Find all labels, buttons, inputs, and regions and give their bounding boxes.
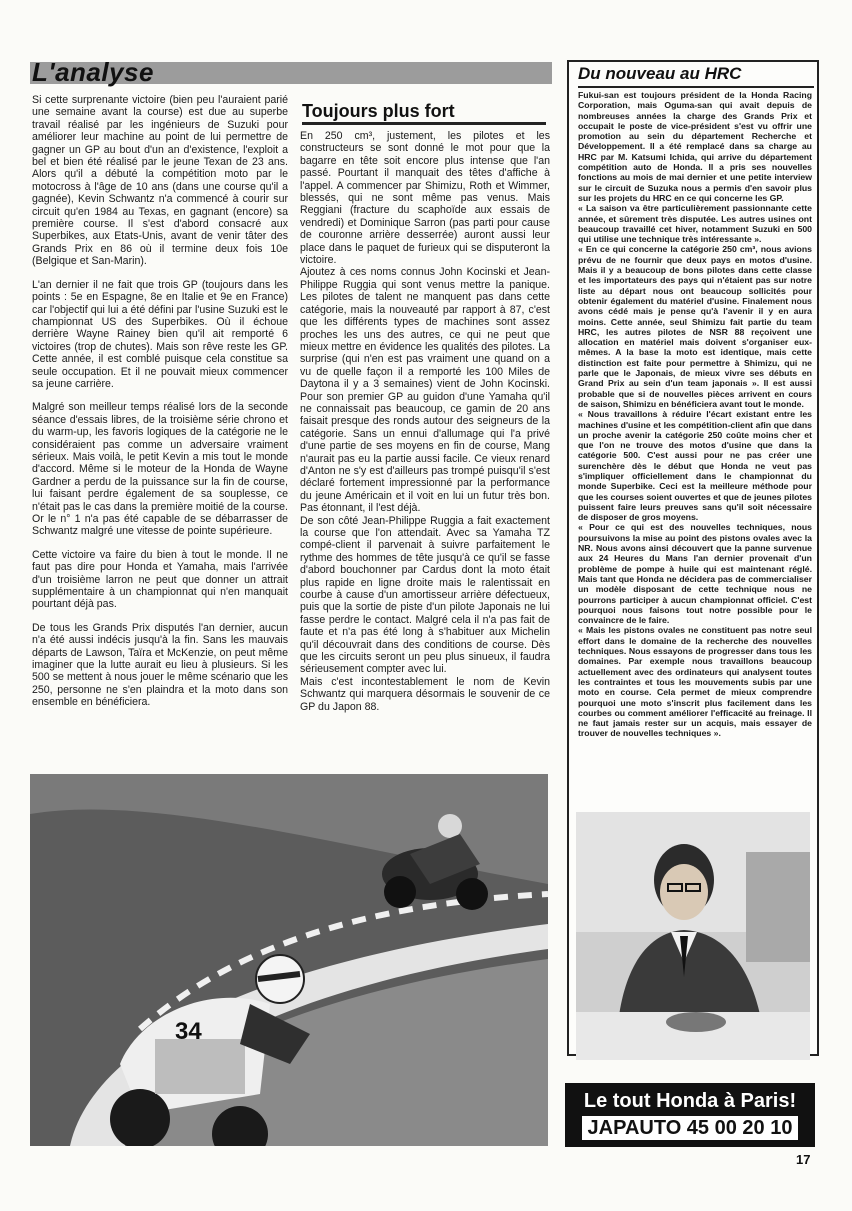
paragraph: L'an dernier il ne fait que trois GP (toujours dans les points : 5e en Espagne, 8e en Italie et 9e en France) car l'objectif qui lui a été défini par l'usine Suzuki est le championnat US des Superbikes. Où il échoue derrière Wayne Rainey bien qu'il ait remporté 6 victoires (trop de chutes). Mais son rêve reste les GP. Cette année, il est comblé puisque cela constitue sa seule occupation. Et il ne pouvait mieux commencer sa jeune carrière.	[32, 278, 288, 390]
sidebar-text	[578, 90, 812, 739]
section-title-fort: Toujours plus fort	[302, 101, 455, 121]
sidebar-title: Du nouveau au HRC	[578, 64, 742, 83]
sidebar-paragraph: Fukui-san est toujours président de la Honda Racing Corporation, mais Oguma-san qui avait depuis de nombreuses années la charge des Grands Prix et occupait le poste de vice-président s'est vu offrir une promotion au sein du département Recherche et Développement. Il a été remplacé dans sa charge au HRC par M. Katsumi Ichida, qui arrive du département compétition auto de Honda. Il a pris ses nouvelles fonctions au mois de mai dernier et une petite interview sur le circuit de Suzuka nous a permis d'en savoir plus sur les projets du HRC en ce qui concerne les GP.	[578, 90, 812, 203]
column-analyse	[32, 94, 288, 709]
advert-japauto	[565, 1083, 815, 1147]
sidebar-title-underline	[578, 86, 814, 88]
paragraph: Mais c'est incontestablement le nom de Kevin Schwantz qui marquera désormais le souvenir de ce GP du Japon 88.	[300, 675, 550, 713]
paragraph: En 250 cm³, justement, les pilotes et les constructeurs se sont donné le mot pour que la bagarre en tête soit encore plus intense que l'an passé. Pourtant il manquait des têtes d'affiche à l'appel. A commencer par Shimizu, Roth et Wimmer, blessés, qui ne sont même pas venus. Mais Reggiani (fracture du scaphoïde aux essais de vendredi) et Dominique Sarron (pas parti pour cause de couronne arrière desserrée) auront aussi leur place dans le paquet de furieux qui se disputeront la victoire.	[300, 130, 550, 267]
paragraph: Malgré son meilleur temps réalisé lors de la seconde séance d'essais libres, de la troisième série chrono et du warm-up, les favoris logiques de la catégorie ne le considéraient pas comme un adversaire vraiment sérieux. Mais voilà, le petit Kevin a mis tout le monde d'accord. Même si le moteur de la Honda de Wayne Gardner a perdu de la puissance sur la fin de course, lui faisant perdre également de sa souplesse, ce n'était pas le cas dans la première moitié de la course. Or le n° 1 n'a pas été capable de se débarrasser de Schwantz malgré une vitesse de pointe supérieure.	[32, 401, 288, 538]
page-number: 17	[796, 1152, 811, 1167]
sidebar-paragraph: « Pour ce qui est des nouvelles techniques, nous poursuivons la mise au point des pistons ovales avec la NR. Nous avons ainsi découvert que la panne survenue aux 24 Heures du Mans l'an dernier provenait d'un problème de pompe à huile qui est maintenant réglé. Mais tant que Honda ne décidera pas de commercialiser un modèle disposant de cette technique nous ne pourrons participer à aucun championnat officiel. C'est pourquoi nous faisons tout notre possible pour le convaincre de le faire.	[578, 522, 812, 626]
advert-headline: Le tout Honda à Paris!	[583, 1090, 797, 1112]
race-photo	[30, 774, 548, 1146]
section-title-analyse: L'analyse	[32, 57, 154, 87]
column-fort	[300, 130, 550, 713]
sidebar-paragraph: « En ce qui concerne la catégorie 250 cm³, nous avions prévu de ne fournir que deux pays en motos d'usine. Mais il y a beaucoup de bons pilotes dans cette classe et les importateurs des pays qui n'étaient pas sur notre liste au départ nous ont beaucoup sollicités pour obtenir également du matériel d'usine. Finalement nous avons cédé mais je pense qu'à l'avenir il y en aura moins. Cette année, seul Shimizu fait partie du team HRC, les autres pilotes de NSR 88 reçoivent une allocation en matériel mais doivent s'organiser eux-mêmes. A la base la moto est identique, mais cette distinction est faite pour permettre à Shimizu, qui ne parle que le Japonais, de mieux vivre ses débuts en Grand Prix au sein d'un team japonais ». Il est aussi probable que si de nouvelles pièces arrivent en cours de saison, Shimizu en bénéficiera avant tout le monde.	[578, 244, 812, 409]
sidebar-paragraph: « La saison va être particulièrement passionnante cette année, et sûrement très disputée. Les autres usines ont beaucoup travaillé cet hiver, notamment Suzuki en 500 qui utilise une technique très intéressante ».	[578, 203, 812, 245]
title-underline	[302, 122, 546, 125]
rider-number: 34	[175, 1018, 202, 1045]
portrait-photo	[576, 812, 810, 1060]
paragraph: Si cette surprenante victoire (bien peu l'auraient parié une semaine avant la course) est due au superbe travail réalisé par les ingénieurs de Suzuki pour améliorer leur machine au point de lui permettre de gagner un GP au bout d'un an d'existence, l'exploit a bel et bien été réalisé par le jeune Texan de 23 ans. Alors qu'il a débuté la compétition moto par le motocross à l'âge de 10 ans (dans une course qu'il a gagnée), Kevin Schwantz n'a commencé à courir sur circuit qu'en 1984 au Texas, en gagnant (encore) sa première course. Il s'est d'abord consacré aux Superbikes, aux Etats-Unis, avant de venir tâter des Grands Prix en 86 où il termine deux fois 10e (Belgique et San-Marin).	[32, 94, 288, 268]
sidebar-paragraph: « Nous travaillons à réduire l'écart existant entre les machines d'usine et les compétition-client afin que dans un proche avenir la catégorie 250 coûte moins cher et que l'on ne trouve des motos d'usine que dans la catégorie 500. C'est aussi pour ne pas créer une surenchère dès le début que Honda ne veut pas s'impliquer officiellement dans le championnat du monde Superbike. Ceci est la meilleure méthode pour que les courses soient ouvertes et que de jeunes pilotes puissent faire leurs preuves sans qu'il soit nécessaire de disposer de gros moyens.	[578, 409, 812, 523]
paragraph: De son côté Jean-Philippe Ruggia a fait exactement la course que l'on attendait. Avec sa Yamaha TZ compé-client il parvenait à suivre parfaitement le rythme des hommes de tête jusqu'à ce qu'il se fasse d'abord bouchonner par Cardus dont la moto était plus rapide en ligne droite mais le ralentissait en courbe à cause d'un amortisseur arrière défectueux, puis que la sortie de piste d'un pilote Japonais ne lui fasse perdre le contact. Malgré cela il n'a pas fait de faute et n'a pas été long à s'habituer aux Michelin qu'il découvrait dans des conditions de course. Dès que les circuits seront un peu plus sinueux, il faudra sérieusement compter avec lui.	[300, 514, 550, 676]
paragraph: De tous les Grands Prix disputés l'an dernier, aucun n'a été aussi indécis jusqu'à la fin. Sans les mauvais départs de Lawson, Taïra et McKenzie, on peut même imaginer que la lutte aurait eu lieu à plusieurs. Si les 500 se mettent à nous jouer le même scénario que les 250, personne ne s'en plaindra et la moto dans son ensemble en bénéficiera.	[32, 621, 288, 709]
paragraph: Ajoutez à ces noms connus John Kocinski et Jean-Philippe Ruggia qui sont venus mettre la panique. Les pilotes de talent ne manquent pas dans cette catégorie, mais la nouveauté par rapport à 87, c'est que les différents types de machines sont assez proches les uns des autres, ce qui ne peut que mieux mettre en évidence les qualités des pilotes. La surprise (qui n'en est pas vraiment une quand on a vu de quelle façon il a remporté les 100 Miles de Daytona il y a 3 semaines) vient de John Kocinski. Pour son premier GP au guidon d'une Yamaha qu'il ne connaissait pas beaucoup, ce gamin de 20 ans faisait presque des ronds autour des seigneurs de la catégorie. Sans un ennui d'allumage qui l'a privé d'une partie de ses moyens en fin de course, Mang n'aurait pas eu la partie aussi facile. Ce vieux renard d'Anton ne s'y est d'ailleurs pas trompé puisqu'il s'est déclaré fortement impressionné par la performance du jeune Américain et il voit en lui un futur très bon. Pas étonnant, il l'est déjà.	[300, 266, 550, 515]
advert-contact: JAPAUTO 45 00 20 10	[582, 1116, 799, 1140]
portrait-illustration	[576, 812, 810, 1060]
paragraph: Cette victoire va faire du bien à tout le monde. Il ne faut pas dire pour Honda et Yamaha, mais l'arrivée d'un troisième larron ne peut que donner un attrait supplémentaire à un championnat qui n'en manquait pourtant déjà pas.	[32, 548, 288, 611]
sidebar-paragraph: « Mais les pistons ovales ne constituent pas notre seul effort dans le domaine de la recherche des nouvelles techniques. Nous essayons de progresser dans tous les domaines. Par exemple nous travaillons beaucoup actuellement avec des ordinateurs qui analysent toutes les contraintes et tous les mouvements subis par une moto en course. Cela permet de mieux comprendre pourquoi une moto s'inscrit plus facilement dans les courbes ou comment améliorer l'efficacité au freinage. Il ne faut jamais rester sur un acquis, mais essayer de trouver de nouvelles techniques ».	[578, 625, 812, 739]
race-photo-illustration	[30, 774, 548, 1146]
